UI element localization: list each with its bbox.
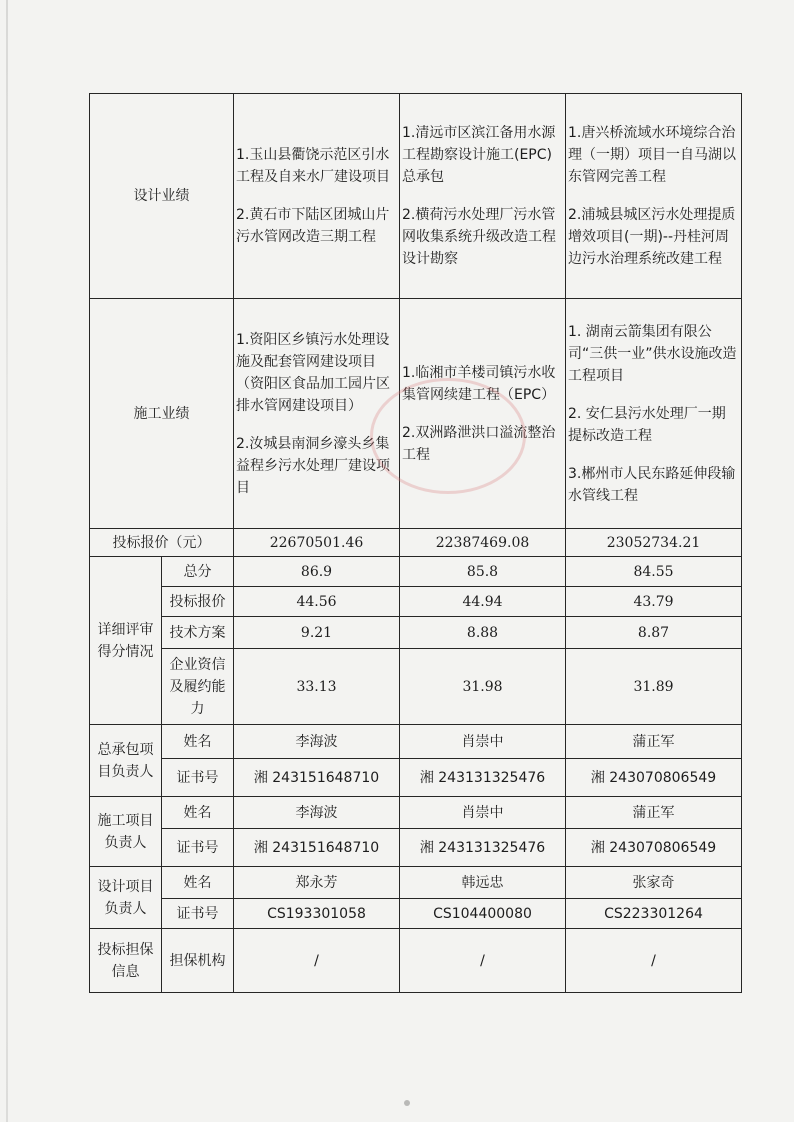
- bidder-3-construction-manager-cert: 湘 243070806549: [566, 829, 742, 867]
- gc-manager-cert-label: 证书号: [162, 759, 234, 797]
- score-row-total: [90, 557, 742, 587]
- design-item: 1.玉山县衢饶示范区引水工程及自来水厂建设项目: [236, 147, 390, 185]
- bidder-3-design-manager-name: 张家奇: [566, 867, 742, 899]
- bidder-3-gc-manager-cert: 湘 243070806549: [566, 759, 742, 797]
- guarantee-row: [90, 929, 742, 993]
- bidder-1-score-tech: 9.21: [234, 617, 400, 649]
- score-tech-label: 技术方案: [162, 617, 234, 649]
- design-item: 2.横荷污水处理厂污水管网收集系统升级改造工程设计勘察: [402, 207, 556, 267]
- design-manager-cert-label: 证书号: [162, 899, 234, 929]
- design-manager-name-label: 姓名: [162, 867, 234, 899]
- guarantee-label: 投标担保信息: [90, 929, 162, 993]
- detail-score-label: 详细评审得分情况: [90, 557, 162, 725]
- bidder-1-construction-manager-cert: 湘 243151648710: [234, 829, 400, 867]
- design-manager-cert-row: [90, 899, 742, 929]
- construction-item: 2.汝城县南洞乡濠头乡集益程乡污水处理厂建设项目: [236, 435, 390, 496]
- bidder-1-design: [234, 94, 400, 299]
- bidder-3-score-total: 84.55: [566, 557, 742, 587]
- bidder-2-guarantee-org: /: [400, 929, 566, 993]
- evaluation-table: [89, 93, 742, 993]
- bidder-2-construction-manager-cert: 湘 243131325476: [400, 829, 566, 867]
- score-price-label: 投标报价: [162, 587, 234, 617]
- score-row-price: [90, 587, 742, 617]
- design-item: 1.清远市区滨江备用水源工程勘察设计施工(EPC)总承包: [402, 125, 556, 185]
- gc-manager-cert-row: [90, 759, 742, 797]
- bidder-3-guarantee-org: /: [566, 929, 742, 993]
- construction-manager-cert-label: 证书号: [162, 829, 234, 867]
- bidder-1-design-manager-name: 郑永芳: [234, 867, 400, 899]
- bidder-2-score-credit: 31.98: [400, 649, 566, 725]
- score-row-credit: [90, 649, 742, 725]
- bidder-1-score-total: 86.9: [234, 557, 400, 587]
- bidder-3-bid-price: 23052734.21: [566, 529, 742, 557]
- bidder-1-construction-manager-name: 李海波: [234, 797, 400, 829]
- gc-manager-name-label: 姓名: [162, 725, 234, 759]
- bidder-2-construction: [400, 299, 566, 529]
- score-row-tech: [90, 617, 742, 649]
- construction-item: 1. 湖南云箭集团有限公司“三供一业”供水设施改造工程项目: [568, 323, 737, 384]
- design-item: 1.唐兴桥流域水环境综合治理（一期）项目一自马湖以东管网完善工程: [568, 125, 736, 185]
- bidder-1-guarantee-org: /: [234, 929, 400, 993]
- score-total-label: 总分: [162, 557, 234, 587]
- bidder-2-gc-manager-cert: 湘 243131325476: [400, 759, 566, 797]
- bidder-3-gc-manager-name: 蒲正军: [566, 725, 742, 759]
- bid-price-row: [90, 529, 742, 557]
- gc-manager-name-row: [90, 725, 742, 759]
- design-item: 2.浦城县城区污水处理提质增效项目(一期)--丹桂河周边污水治理系统改建工程: [568, 207, 736, 267]
- scan-speck: [404, 1100, 410, 1106]
- bidder-2-score-total: 85.8: [400, 557, 566, 587]
- design-manager-label: 设计项目负责人: [90, 867, 162, 929]
- construction-item: 1.资阳区乡镇污水处理设施及配套管网建设项目（资阳区食品加工园片区排水管网建设项目）: [236, 331, 390, 414]
- design-item: 2.黄石市下陆区团城山片污水管网改造三期工程: [236, 207, 390, 245]
- bidder-2-construction-manager-name: 肖崇中: [400, 797, 566, 829]
- bidder-3-score-price: 43.79: [566, 587, 742, 617]
- design-manager-name-row: [90, 867, 742, 899]
- bidder-2-score-tech: 8.88: [400, 617, 566, 649]
- bidder-2-bid-price: 22387469.08: [400, 529, 566, 557]
- bidder-1-construction: [234, 299, 400, 529]
- guarantee-org-label: 担保机构: [162, 929, 234, 993]
- bidder-1-score-credit: 33.13: [234, 649, 400, 725]
- bidder-1-design-manager-cert: CS193301058: [234, 899, 400, 929]
- bidder-3-construction: [566, 299, 742, 529]
- bidder-1-gc-manager-cert: 湘 243151648710: [234, 759, 400, 797]
- construction-item: 2. 安仁县污水处理厂一期提标改造工程: [568, 405, 726, 444]
- bidder-2-gc-manager-name: 肖崇中: [400, 725, 566, 759]
- score-credit-label: 企业资信及履约能力: [162, 649, 234, 725]
- bidder-3-design-manager-cert: CS223301264: [566, 899, 742, 929]
- bidder-2-design-manager-cert: CS104400080: [400, 899, 566, 929]
- bidder-3-design: [566, 94, 742, 299]
- construction-item: 3.郴州市人民东路延伸段输水管线工程: [568, 465, 736, 504]
- construction-manager-cert-row: [90, 829, 742, 867]
- construction-manager-name-row: [90, 797, 742, 829]
- bidder-3-score-credit: 31.89: [566, 649, 742, 725]
- construction-manager-label: 施工项目负责人: [90, 797, 162, 867]
- bidder-1-gc-manager-name: 李海波: [234, 725, 400, 759]
- bidder-3-construction-manager-name: 蒲正军: [566, 797, 742, 829]
- bidder-3-score-tech: 8.87: [566, 617, 742, 649]
- design-performance-row: [90, 94, 742, 299]
- construction-manager-name-label: 姓名: [162, 797, 234, 829]
- construction-performance-row: [90, 299, 742, 529]
- construction-item: 1.临湘市羊楼司镇污水收集管网续建工程（EPC）: [402, 364, 556, 403]
- design-performance-label: 设计业绩: [90, 94, 234, 299]
- gc-manager-label: 总承包项目负责人: [90, 725, 162, 797]
- bidder-1-bid-price: 22670501.46: [234, 529, 400, 557]
- bid-price-label: 投标报价（元）: [90, 529, 234, 557]
- construction-performance-label: 施工业绩: [90, 299, 234, 529]
- construction-item: 2.双洲路泄洪口溢流整治工程: [402, 424, 556, 463]
- bidder-2-score-price: 44.94: [400, 587, 566, 617]
- bidder-2-design: [400, 94, 566, 299]
- page-edge: [6, 0, 8, 1122]
- bidder-2-design-manager-name: 韩远忠: [400, 867, 566, 899]
- bidder-1-score-price: 44.56: [234, 587, 400, 617]
